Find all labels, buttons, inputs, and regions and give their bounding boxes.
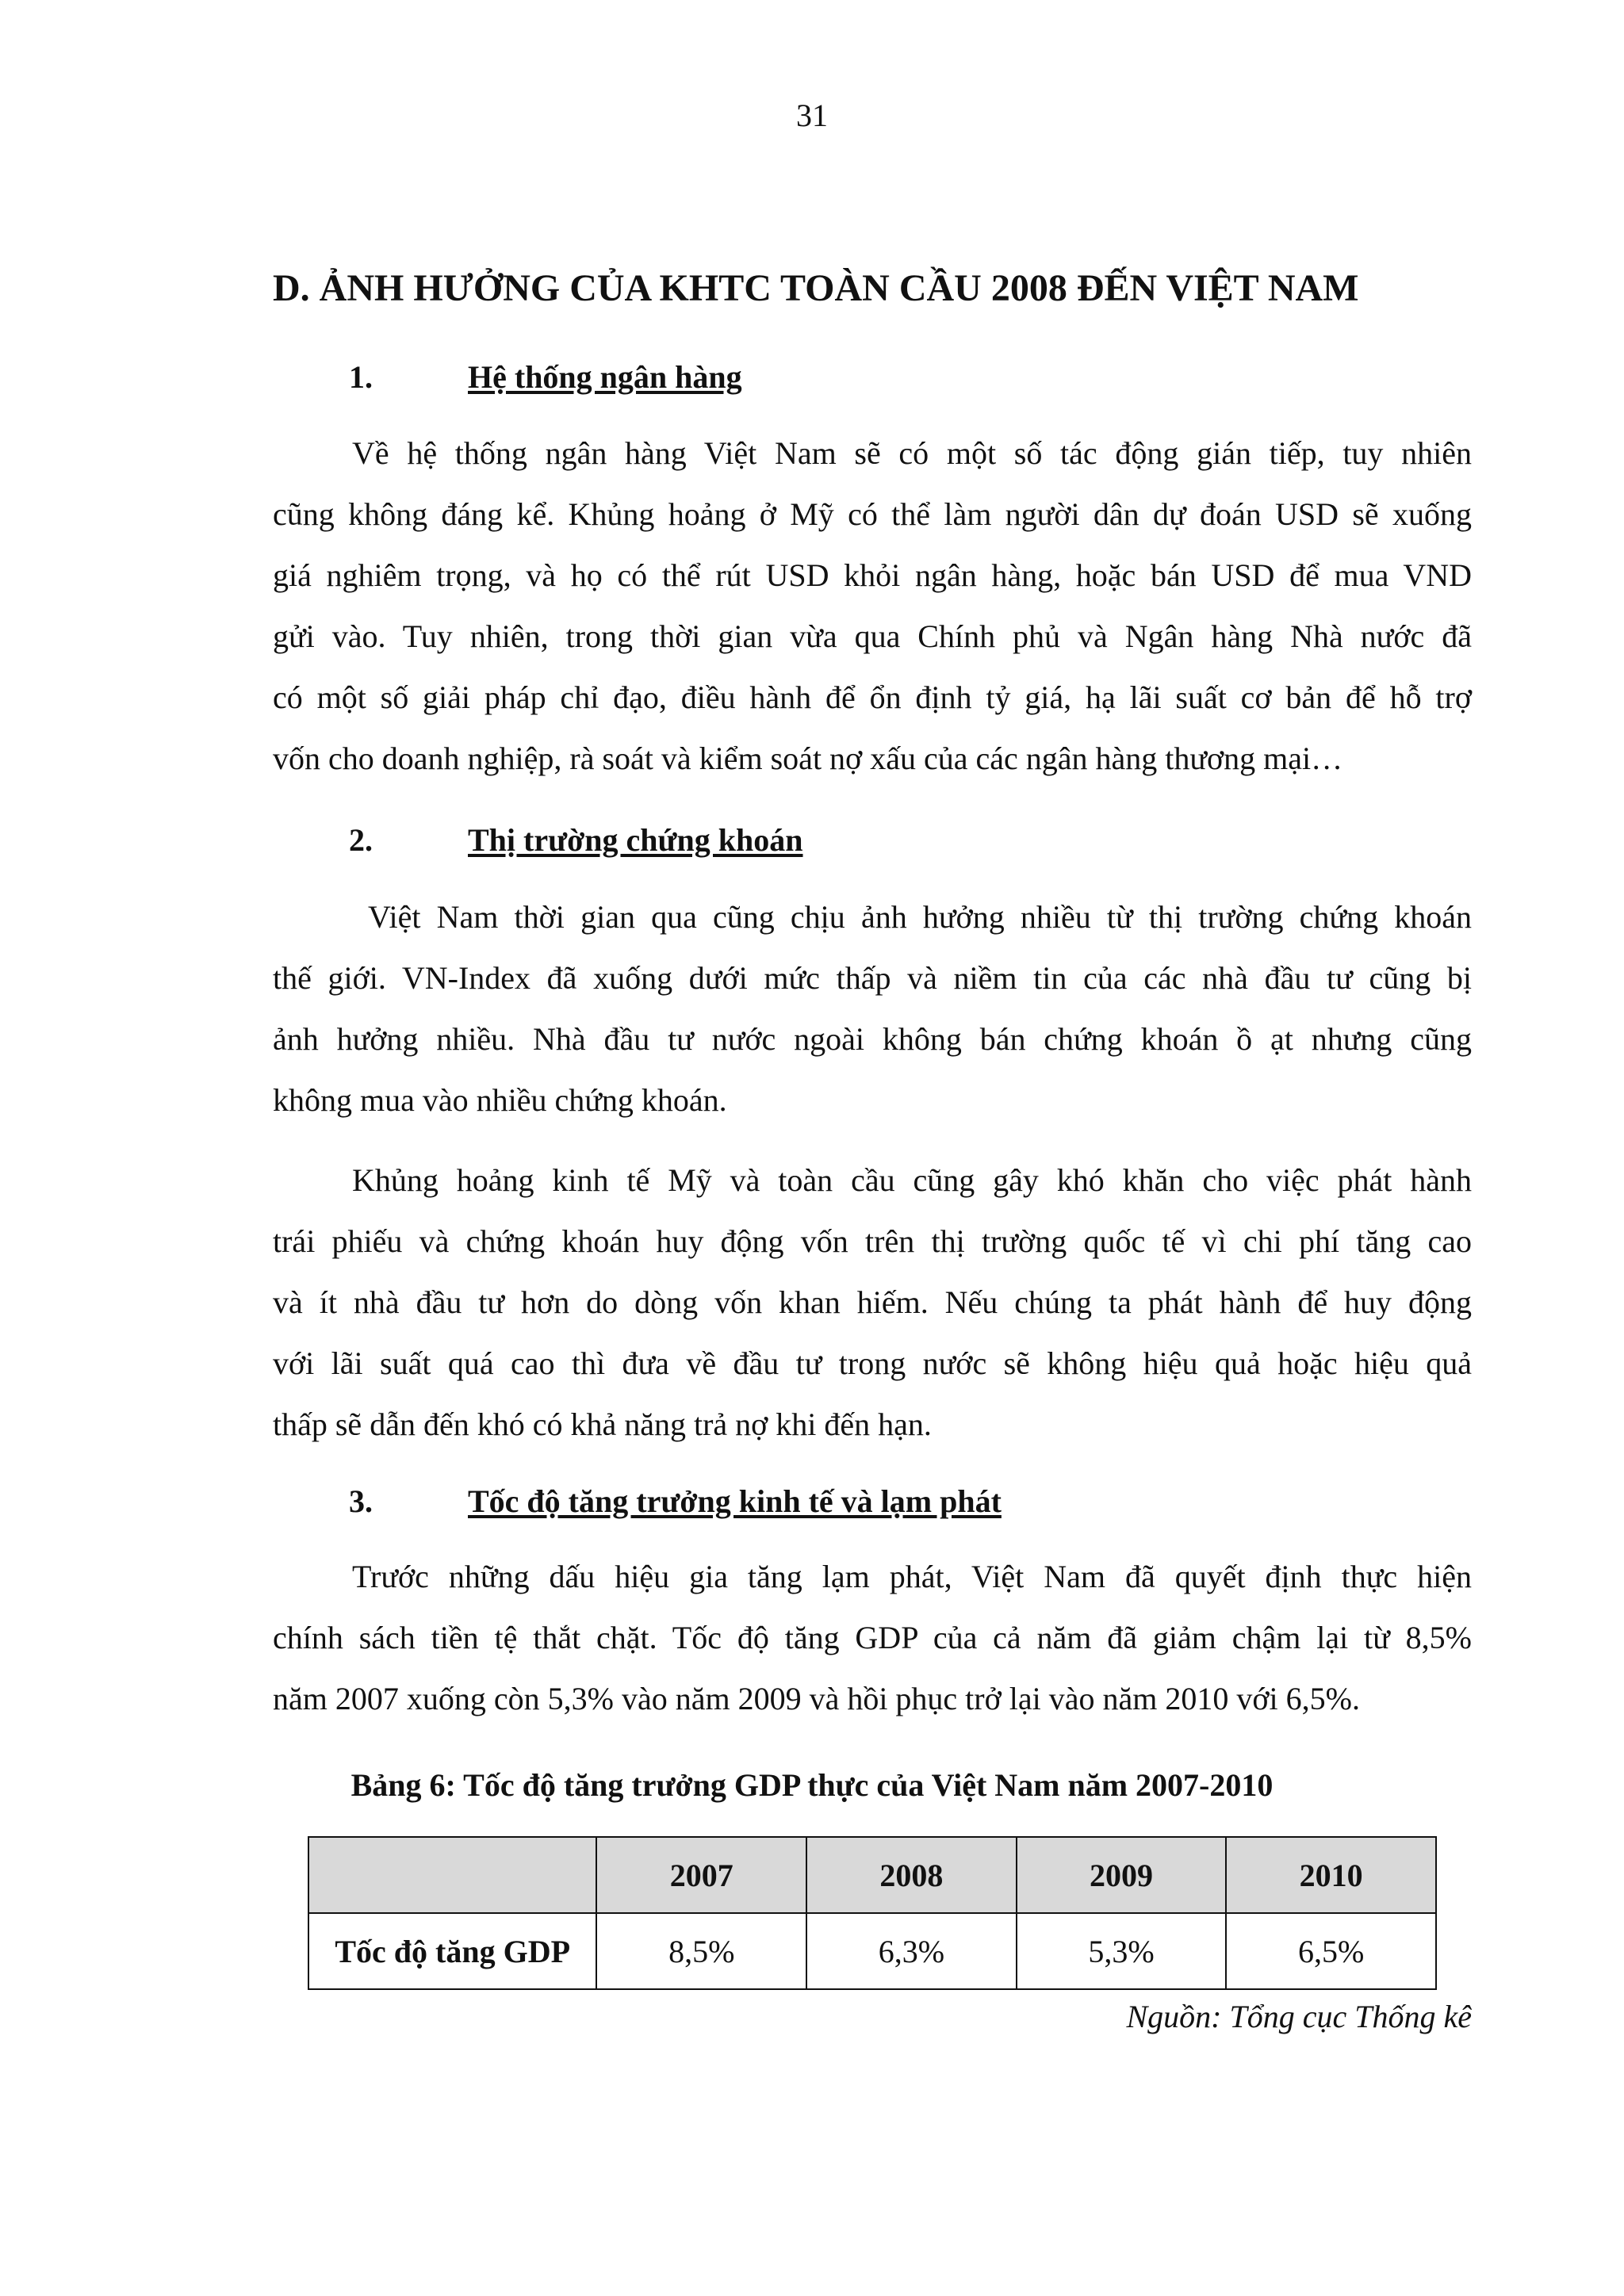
text-line: Trước những dấu hiệu gia tăng lạm phát, Việt Nam đã quyết định thực hiện	[352, 1559, 1472, 1594]
section-number: 1.	[349, 359, 373, 395]
text-line: năm 2007 xuống còn 5,3% vào năm 2009 và hồi phục trở lại vào năm 2010 với 6,5%.	[273, 1681, 1360, 1716]
text-line: với lãi suất quá cao thì đưa về đầu tư trong nước sẽ không hiệu quả hoặc hiệu quả	[273, 1345, 1472, 1381]
table-cell: 5,3%	[1017, 1913, 1227, 1989]
text-line: thế giới. VN-Index đã xuống dưới mức thấp và niềm tin của các nhà đầu tư cũng bị	[273, 960, 1472, 996]
section-number: 2.	[349, 822, 373, 858]
table-header-cell: 2009	[1017, 1837, 1227, 1913]
paragraph-stock-market-2	[273, 1150, 1472, 1455]
text-line: ảnh hưởng nhiều. Nhà đầu tư nước ngoài không bán chứng khoán ồ ạt nhưng cũng	[273, 1021, 1472, 1057]
text-line: gửi vào. Tuy nhiên, trong thời gian vừa qua Chính phủ và Ngân hàng Nhà nước đã	[273, 618, 1472, 654]
paragraph-banking	[273, 423, 1472, 789]
text-line: Khủng hoảng kinh tế Mỹ và toàn cầu cũng gây khó khăn cho việc phát hành	[352, 1162, 1472, 1198]
text-line: chính sách tiền tệ thắt chặt. Tốc độ tăng GDP của cả năm đã giảm chậm lại từ 8,5%	[273, 1620, 1472, 1655]
paragraph-growth-inflation	[273, 1546, 1472, 1729]
table-cell: 6,3%	[806, 1913, 1017, 1989]
text-line: và ít nhà đầu tư hơn do dòng vốn khan hiếm. Nếu chúng ta phát hành để huy động	[273, 1284, 1472, 1320]
section-heading-2	[349, 821, 803, 859]
page-number: 31	[796, 98, 828, 133]
table-header-cell: 2008	[806, 1837, 1017, 1913]
table-header-row	[308, 1837, 1436, 1913]
text-line: Việt Nam thời gian qua cũng chịu ảnh hưởng nhiều từ thị trường chứng khoán	[368, 899, 1472, 935]
table-header-cell: 2007	[596, 1837, 806, 1913]
table-cell: 6,5%	[1226, 1913, 1436, 1989]
table-row-label: Tốc độ tăng GDP	[308, 1913, 596, 1989]
table-header-cell: 2010	[1226, 1837, 1436, 1913]
text-line: thấp sẽ dẫn đến khó có khả năng trả nợ khi đến hạn.	[273, 1406, 932, 1442]
section-title: Hệ thống ngân hàng	[468, 359, 742, 395]
text-line: cũng không đáng kể. Khủng hoảng ở Mỹ có thể làm người dân dự đoán USD sẽ xuống	[273, 496, 1472, 532]
text-line: Về hệ thống ngân hàng Việt Nam sẽ có một số tác động gián tiếp, tuy nhiên	[352, 435, 1472, 471]
table-row	[308, 1913, 1436, 1989]
main-heading: D. ẢNH HƯỞNG CỦA KHTC TOÀN CẦU 2008 ĐẾN VIỆT NAM	[273, 267, 1359, 309]
table-corner-cell	[308, 1837, 596, 1913]
text-line: không mua vào nhiều chứng khoán.	[273, 1082, 727, 1118]
text-line: có một số giải pháp chỉ đạo, điều hành để ổn định tỷ giá, hạ lãi suất cơ bản để hỗ trợ	[273, 679, 1472, 715]
text-line: giá nghiêm trọng, và họ có thể rút USD khỏi ngân hàng, hoặc bán USD để mua VND	[273, 557, 1472, 593]
section-heading-3	[349, 1483, 1002, 1520]
text-line: trái phiếu và chứng khoán huy động vốn trên thị trường quốc tế vì chi phí tăng cao	[273, 1223, 1472, 1259]
table-cell: 8,5%	[596, 1913, 806, 1989]
section-title: Tốc độ tăng trưởng kinh tế và lạm phát	[468, 1483, 1002, 1519]
paragraph-stock-market-1	[273, 886, 1472, 1131]
table-source: Nguồn: Tổng cục Thống kê	[1126, 1999, 1472, 2034]
table-caption: Bảng 6: Tốc độ tăng trưởng GDP thực của Việt Nam năm 2007-2010	[350, 1767, 1274, 1803]
section-heading-1	[349, 358, 742, 396]
section-title: Thị trường chứng khoán	[468, 822, 803, 858]
gdp-growth-table	[308, 1836, 1437, 1990]
text-line: vốn cho doanh nghiệp, rà soát và kiểm soát nợ xấu của các ngân hàng thương mại…	[273, 740, 1343, 776]
section-number: 3.	[349, 1483, 373, 1519]
